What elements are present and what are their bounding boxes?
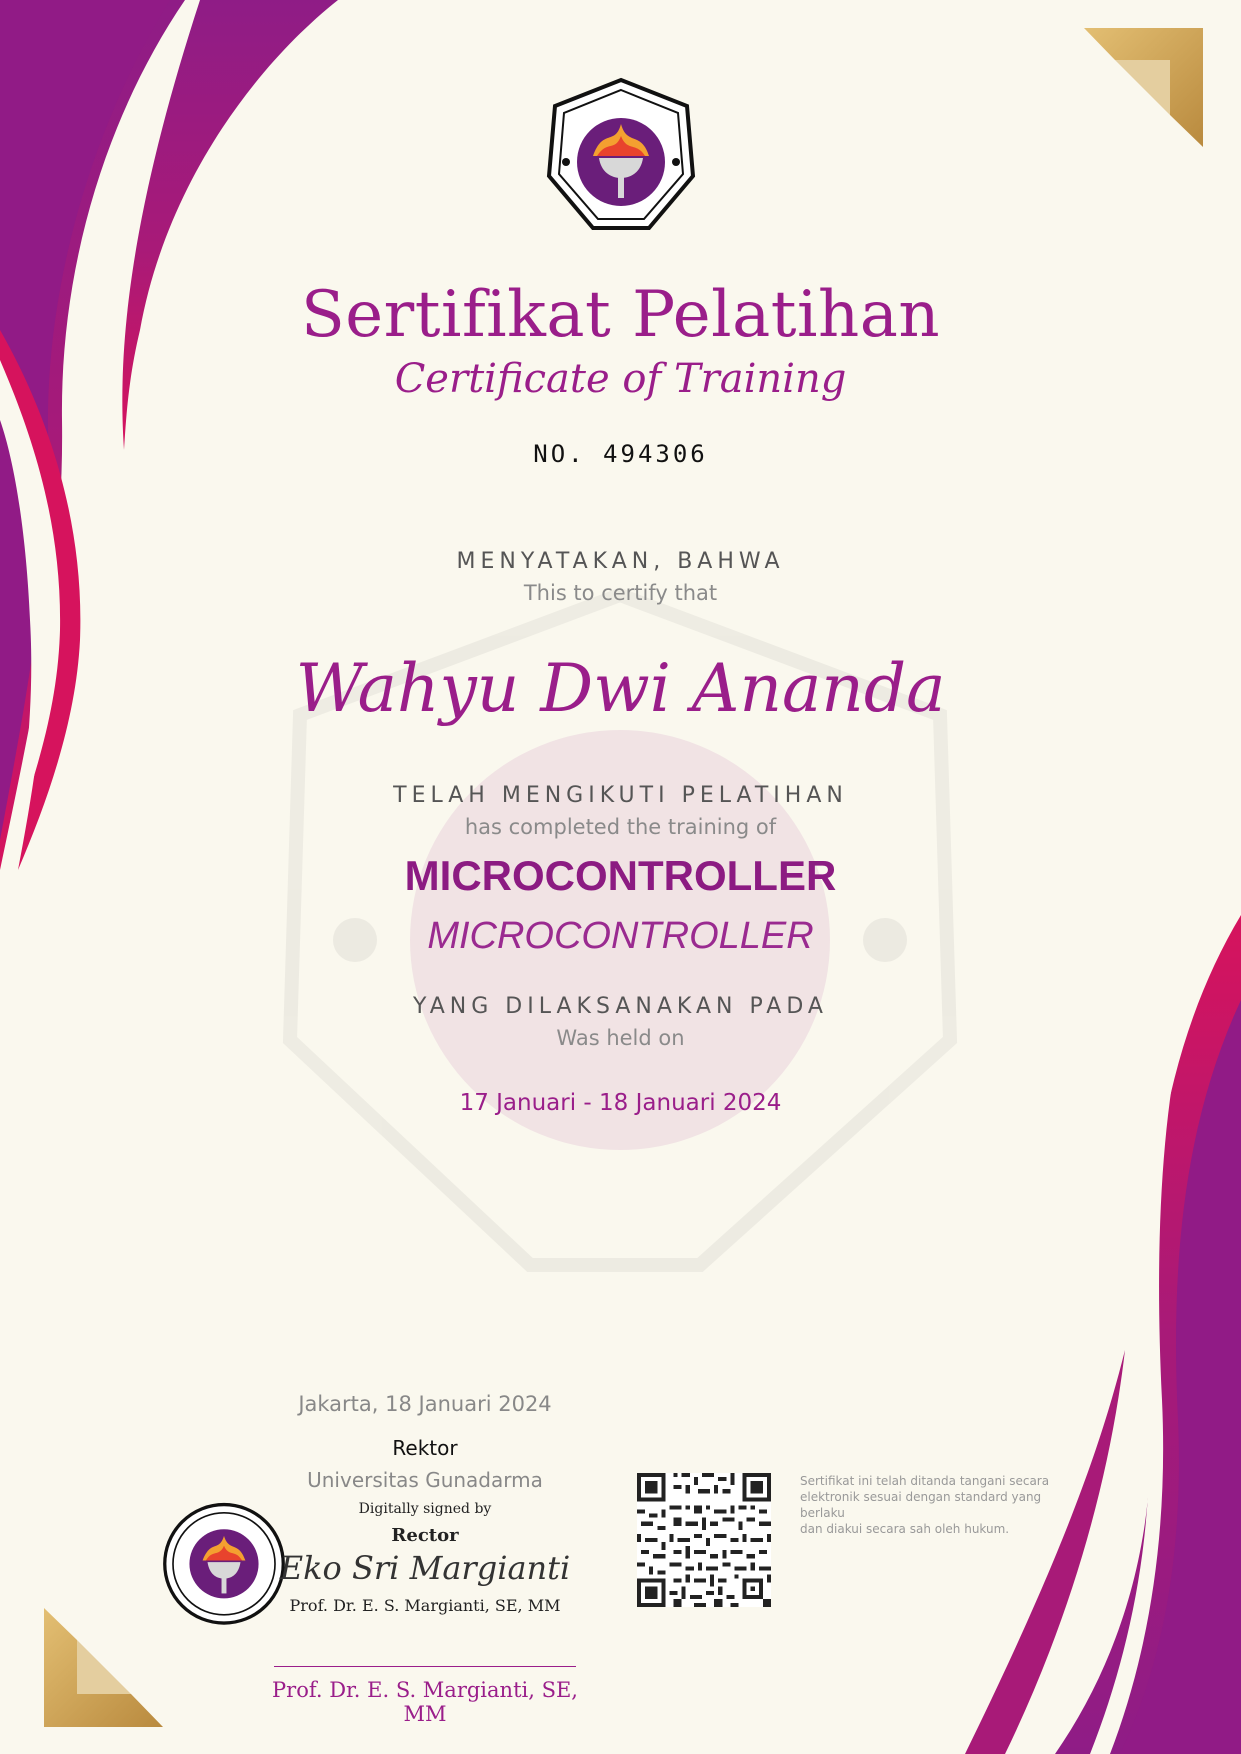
signature-line: [274, 1666, 576, 1667]
completed-label-id: TELAH MENGIKUTI PELATIHAN: [393, 783, 848, 808]
digitally-signed-role: Rector: [391, 1525, 459, 1546]
note-line-1: Sertifikat ini telah ditanda tangani secara: [800, 1474, 1050, 1488]
note-line-4: dan diakui secara sah oleh hukum.: [800, 1522, 1010, 1536]
signer-name: Prof. Dr. E. S. Margianti, SE, MM: [289, 1596, 561, 1615]
qr-code[interactable]: [637, 1473, 771, 1607]
handwritten-signature: Eko Sri Margianti: [279, 1549, 571, 1587]
note-line-3: berlaku: [800, 1506, 845, 1520]
held-label-id: YANG DILAKSANAKAN PADA: [413, 994, 828, 1019]
gold-corner-bottom-left: [44, 1608, 163, 1727]
digitally-signed-label: Digitally signed by: [358, 1501, 492, 1517]
certify-label-en: This to certify that: [523, 581, 718, 605]
note-line-2: elektronik sesuai dengan standard yang: [800, 1490, 1042, 1504]
training-dates: 17 Januari - 18 Januari 2024: [459, 1090, 782, 1116]
electronic-signature-note: [800, 1473, 1050, 1537]
gold-corner-top-right: [1084, 28, 1203, 147]
place-date: Jakarta, 18 Januari 2024: [298, 1392, 552, 1416]
signer-role: Rektor: [392, 1436, 458, 1460]
held-label-en: Was held on: [556, 1026, 685, 1050]
certify-label-id: MENYATAKAN, BAHWA: [456, 549, 785, 574]
course-title: MICROCONTROLLER: [404, 852, 837, 899]
signer-institution: Universitas Gunadarma: [307, 1468, 543, 1492]
certificate-number: NO. 494306: [533, 440, 708, 468]
recipient-name: Wahyu Dwi Ananda: [295, 650, 946, 727]
certificate-title: Sertifikat Pelatihan: [300, 278, 941, 352]
completed-label-en: has completed the training of: [464, 815, 777, 839]
footer-signer-name: Prof. Dr. E. S. Margianti, SE, MM: [272, 1678, 578, 1726]
certificate-subtitle: Certificate of Training: [394, 356, 847, 402]
left-wave-decoration: [0, 0, 338, 870]
course-title-en: MICROCONTROLLER: [427, 915, 814, 957]
university-logo: [545, 76, 697, 234]
